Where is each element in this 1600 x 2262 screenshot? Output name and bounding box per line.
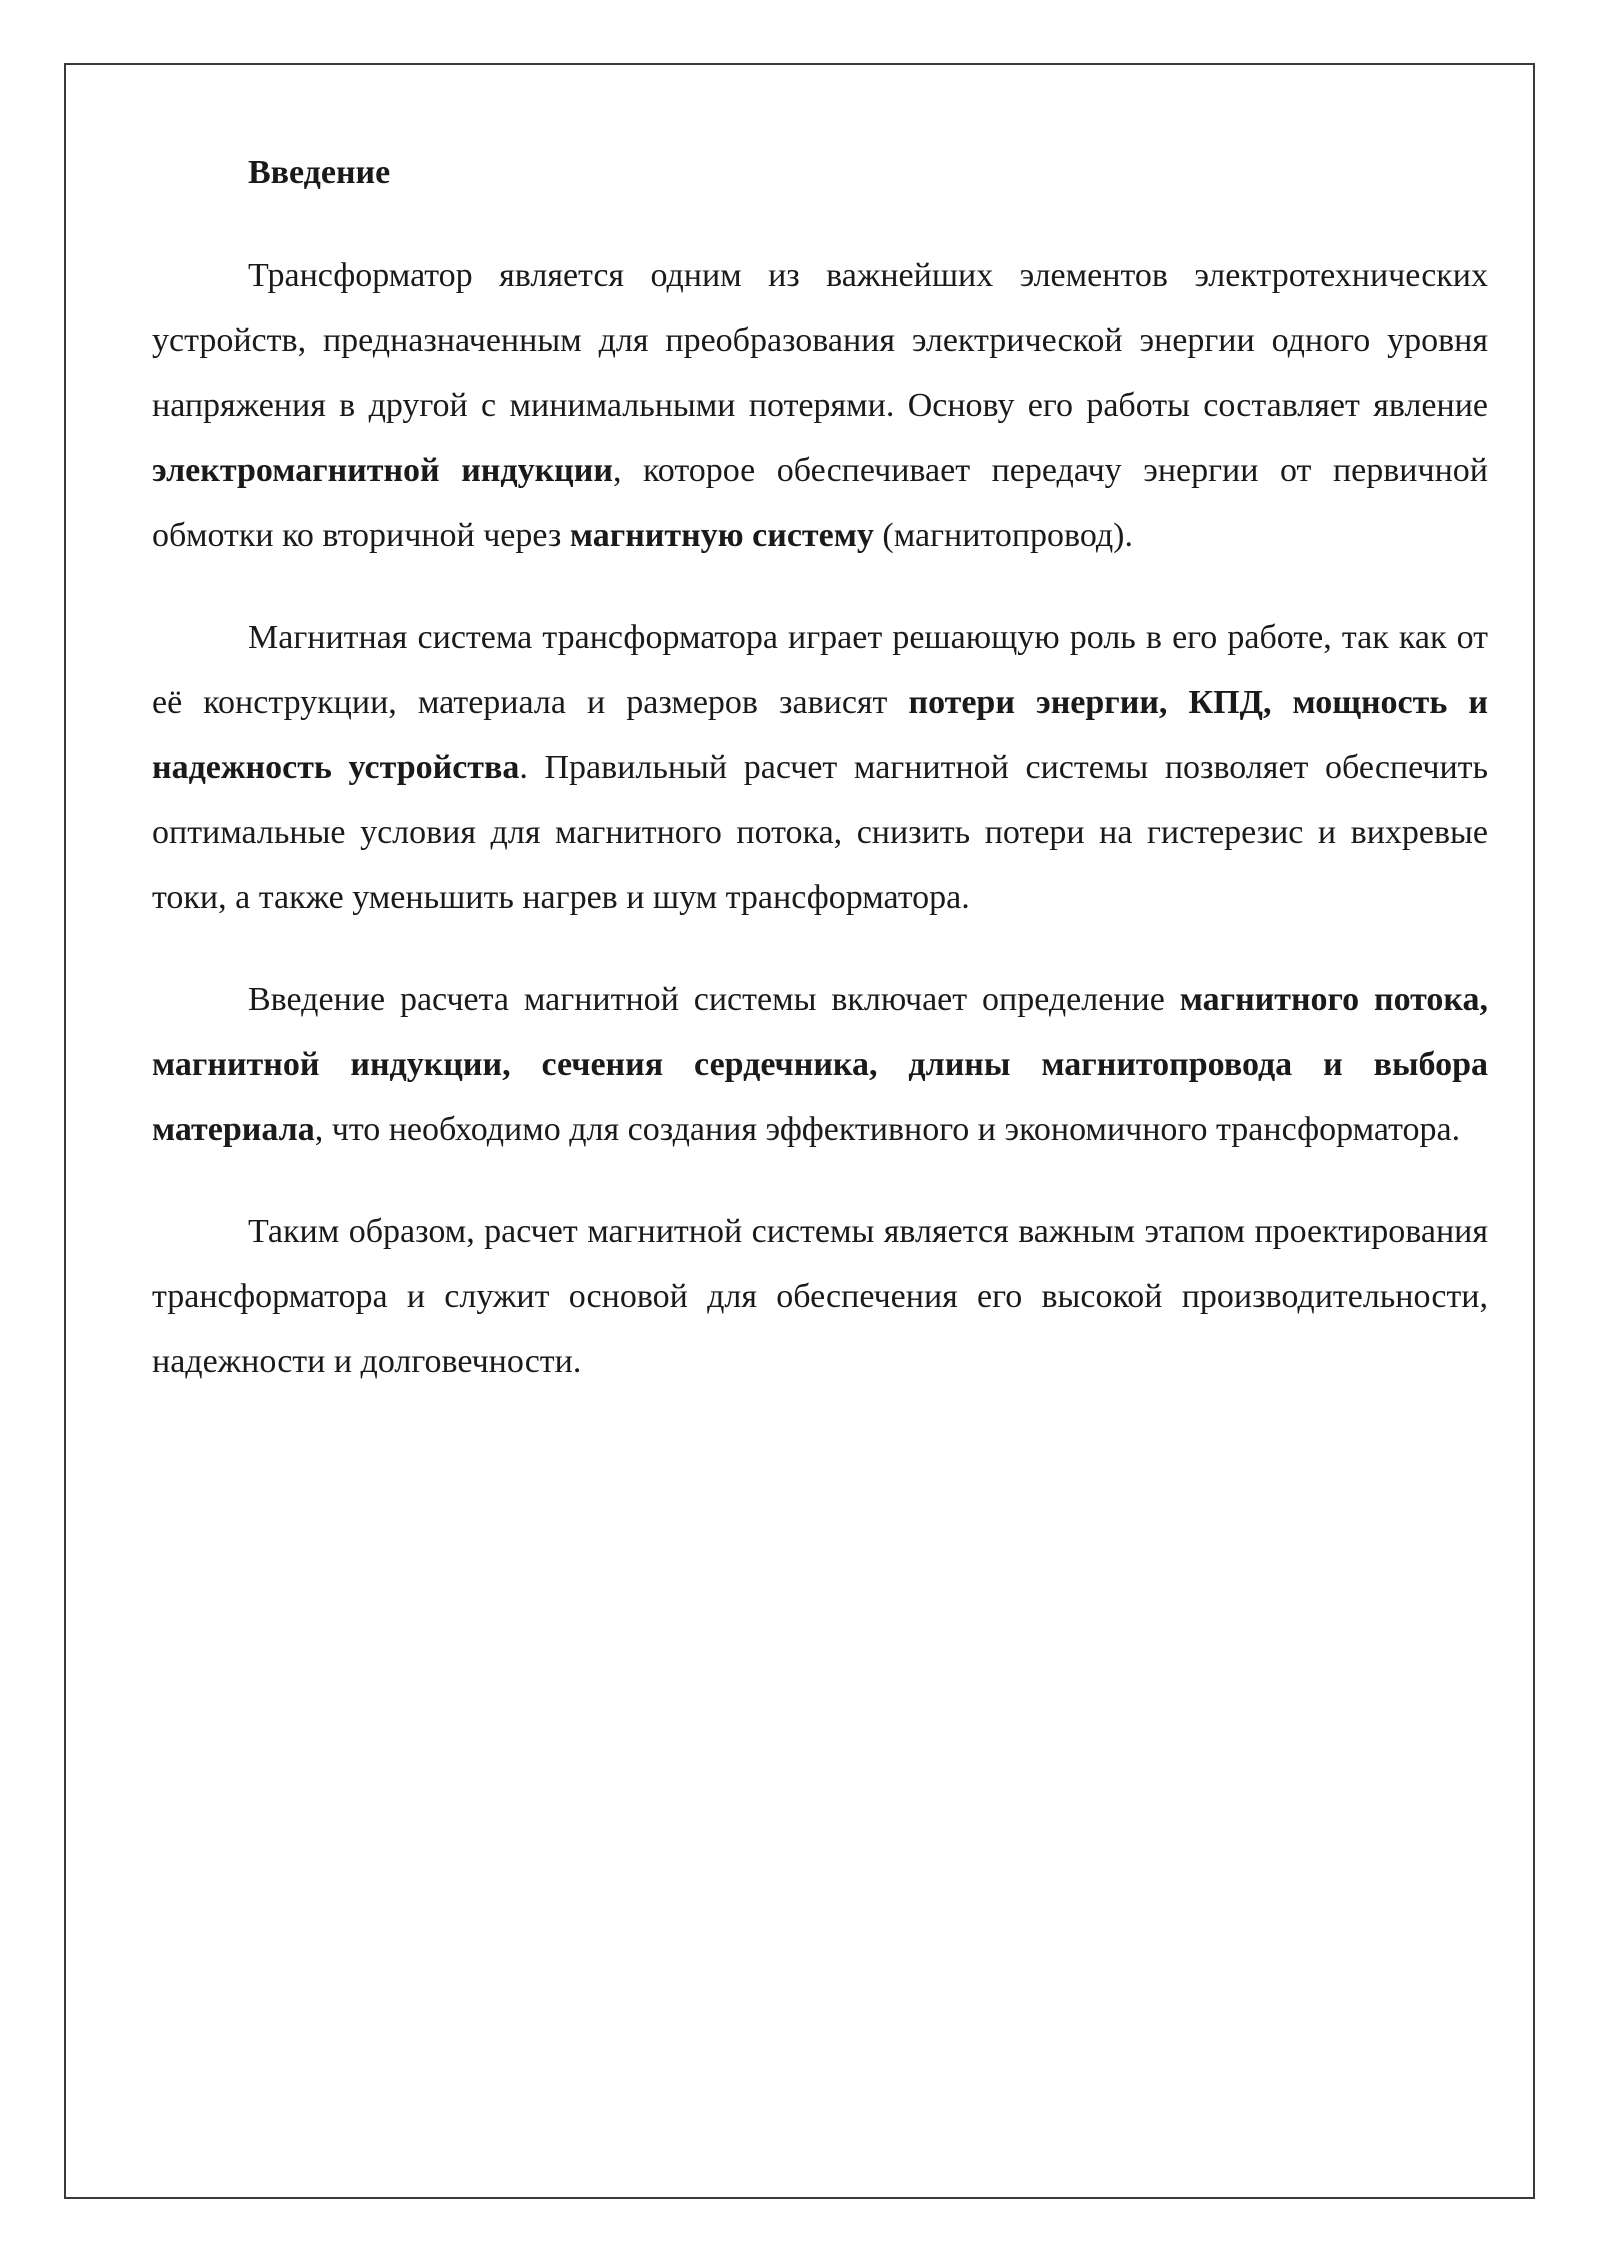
paragraph-3-text-2: , что необходимо для создания эффективного и экономичного трансформатора. xyxy=(314,1111,1461,1148)
paragraph-3-bold-1: магнитного потока, магнитной индукции, сечения сердечника, длины магнитопровода и выбора материала xyxy=(152,981,1489,1148)
paragraph-2-text-2: . Правильный расчет магнитной системы позволяет обеспечить оптимальные условия для магнитного потока, снизить потери на гистерезис и вихревые токи, а также уменьшить нагрев и шум трансформатора. xyxy=(152,749,1489,916)
section-heading: Введение xyxy=(248,154,391,191)
paragraph-4 xyxy=(152,1199,1488,1394)
paragraph-1-text-1: Трансформатор является одним из важнейших элементов электротехнических устройств, предназначенным для преобразования электрической энергии одного уровня напряжения в другой с минимальными потерями. Основу его работы составляет явление xyxy=(152,257,1488,424)
paragraph-1-bold-2: магнитную систему xyxy=(569,517,874,554)
document-body xyxy=(152,140,1488,1431)
paragraph-2-text-1: Магнитная система трансформатора играет решающую роль в его работе, так как от её конструкции, материала и размеров зависят xyxy=(152,619,1488,721)
paragraph-1-bold-1: электромагнитной индукции xyxy=(152,452,613,489)
paragraph-4-text-1: Таким образом, расчет магнитной системы является важным этапом проектирования трансформатора и служит основой для обеспечения его высокой производительности, надежности и долговечности. xyxy=(152,1213,1488,1380)
paragraph-2 xyxy=(152,605,1488,930)
paragraph-1-text-2: , которое обеспечивает передачу энергии от первичной обмотки ко вторичной через xyxy=(152,452,1488,554)
paragraph-3-text-1: Введение расчета магнитной системы включает определение xyxy=(248,981,1180,1018)
paragraph-2-bold-1: потери энергии, КПД, мощность и надежность устройства xyxy=(152,684,1488,786)
paragraph-1 xyxy=(152,243,1488,568)
paragraph-1-text-3: (магнитопровод). xyxy=(873,517,1133,554)
paragraph-3 xyxy=(152,967,1488,1162)
